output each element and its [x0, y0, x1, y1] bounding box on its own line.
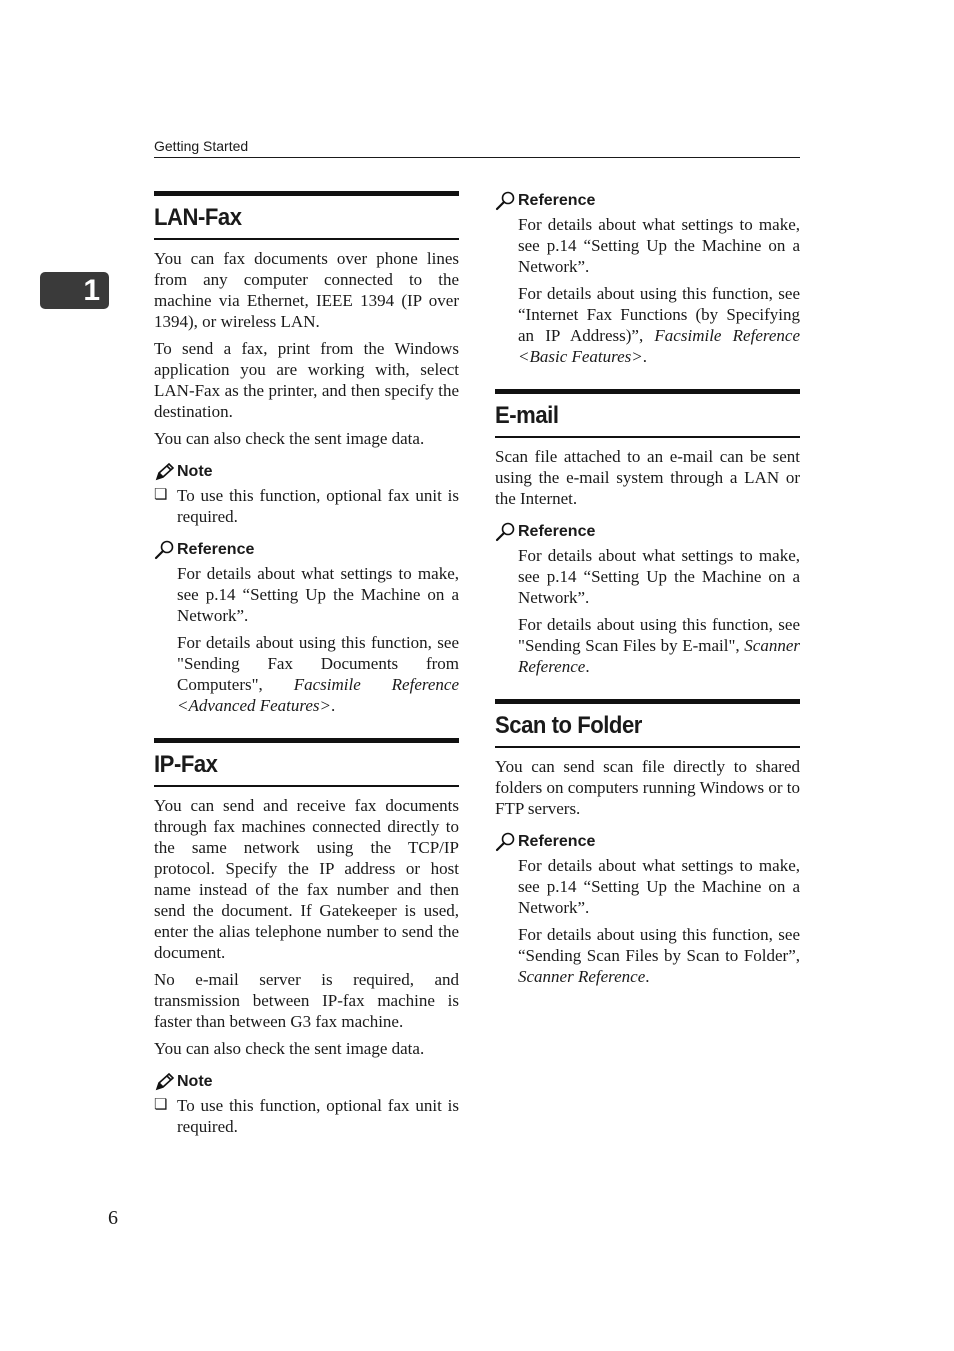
reference-text: For details about using this function, see "Sending Scan Files by E-mail", Scanner Reference.: [518, 615, 800, 676]
running-head: Getting Started: [154, 138, 800, 158]
reference-text: For details about using this function, see “Internet Fax Functions (by Specifying an IP Address)”, Facsimile Reference <Basic Features>.: [518, 284, 800, 366]
reference-text: For details about using this function, see "Sending Fax Documents from Computers", Facsimile Reference <Advanced Features>.: [177, 633, 459, 715]
book-title: Scanner Reference: [518, 967, 646, 986]
note-text: To use this function, optional fax unit is required.: [177, 486, 459, 526]
checkbox-icon: ❏: [154, 487, 168, 503]
reference-heading: [495, 831, 800, 853]
reference-heading: [495, 521, 800, 543]
reference-label: Reference: [518, 192, 596, 209]
section-ip-fax: [154, 738, 459, 1137]
section-heading: [495, 389, 800, 438]
reference-label: Reference: [518, 833, 596, 850]
page-number: 6: [108, 1207, 118, 1229]
right-column: [495, 190, 800, 1009]
checkbox-icon: ❏: [154, 1097, 168, 1113]
pencil-icon: [154, 462, 176, 482]
reference-text: For details about what settings to make, see p.14 “Setting Up the Machine on a Network”.: [177, 564, 459, 625]
section-title: Scan to Folder: [495, 712, 642, 739]
paragraph: To send a fax, print from the Windows application you are working with, select LAN-Fax as the printer, and then specify the destination.: [154, 339, 459, 421]
section-lan-fax: [154, 191, 459, 716]
note-heading: [154, 461, 459, 483]
paragraph: You can fax documents over phone lines from any computer connected to the machine via Ethernet, IEEE 1394 (IP over 1394), or wireless LAN.: [154, 249, 459, 331]
section-title: E-mail: [495, 402, 559, 429]
section-title: IP-Fax: [154, 751, 218, 778]
pencil-icon: [154, 1072, 176, 1092]
note-item: [154, 485, 459, 527]
paragraph: No e-mail server is required, and transmission between IP-fax machine is faster than between G3 fax machine.: [154, 970, 459, 1031]
magnifier-icon: [495, 191, 517, 211]
magnifier-icon: [495, 832, 517, 852]
magnifier-icon: [154, 540, 176, 560]
paragraph: You can send and receive fax documents through fax machines connected directly to the same network using the TCP/IP protocol. Specify the IP address or host name instead of the fax number and then send the document. If Gatekeeper is used, enter the alias telephone number to send the document.: [154, 796, 459, 962]
section-scan-to-folder: [495, 699, 800, 987]
reference-text: For details about what settings to make, see p.14 “Setting Up the Machine on a Network”.: [518, 546, 800, 607]
reference-text: For details about using this function, see “Sending Scan Files by Scan to Folder”, Scanner Reference.: [518, 925, 800, 986]
section-heading: [495, 699, 800, 748]
reference-text: For details about what settings to make, see p.14 “Setting Up the Machine on a Network”.: [518, 856, 800, 917]
reference-heading: [154, 539, 459, 561]
section-heading: [154, 738, 459, 787]
chapter-tab: 1: [40, 272, 109, 309]
note-label: Note: [177, 1073, 213, 1090]
note-text: To use this function, optional fax unit is required.: [177, 1096, 459, 1136]
section-heading: [154, 191, 459, 240]
note-item: [154, 1095, 459, 1137]
reference-text: For details about what settings to make, see p.14 “Setting Up the Machine on a Network”.: [518, 215, 800, 276]
book-title: Scanner Reference: [518, 636, 800, 676]
section-email: [495, 389, 800, 677]
reference-heading: [495, 190, 800, 212]
note-heading: [154, 1071, 459, 1093]
paragraph: You can also check the sent image data.: [154, 429, 425, 448]
magnifier-icon: [495, 522, 517, 542]
book-title: Facsimile Reference <Basic Features>: [518, 326, 800, 366]
paragraph: Scan file attached to an e-mail can be sent using the e-mail system through a LAN or the Internet.: [495, 447, 800, 508]
left-column: [154, 191, 459, 1159]
reference-label: Reference: [177, 541, 255, 558]
reference-label: Reference: [518, 523, 596, 540]
note-label: Note: [177, 463, 213, 480]
paragraph: You can also check the sent image data.: [154, 1039, 425, 1058]
book-title: Facsimile Reference <Advanced Features>: [177, 675, 459, 715]
section-title: LAN-Fax: [154, 204, 242, 231]
paragraph: You can send scan file directly to shared folders on computers running Windows or to FTP servers.: [495, 757, 800, 818]
ip-fax-reference: [495, 190, 800, 367]
